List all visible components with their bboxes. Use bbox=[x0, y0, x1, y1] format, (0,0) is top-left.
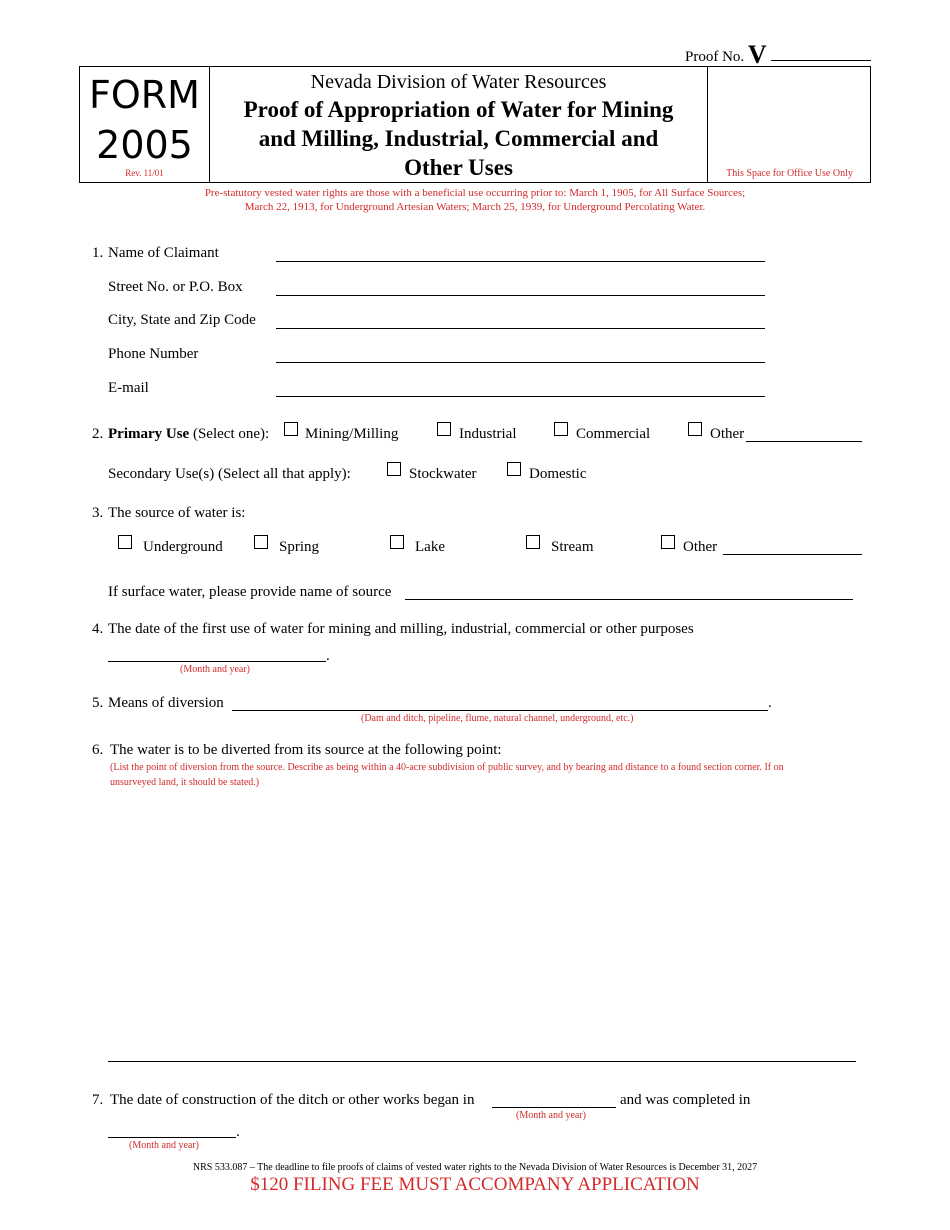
stream-checkbox[interactable] bbox=[526, 535, 540, 549]
first-use-question: The date of the first use of water for mining and milling, industrial, commercial or other purposes bbox=[108, 621, 694, 637]
q3-number: 3. bbox=[92, 505, 104, 521]
means-of-diversion-field[interactable] bbox=[232, 710, 768, 711]
city-state-zip-field[interactable] bbox=[276, 328, 765, 329]
other-source-label: Other bbox=[683, 539, 718, 555]
primary-use-label: Primary Use (Select one): bbox=[108, 426, 270, 442]
domestic-label: Domestic bbox=[529, 466, 587, 482]
underground-checkbox[interactable] bbox=[118, 535, 132, 549]
nrs-deadline-note: NRS 533.087 – The deadline to file proofs of claims of vested water rights to the Nevada Division of Water Resources is December 31, 2027 bbox=[192, 1162, 758, 1173]
industrial-label: Industrial bbox=[459, 426, 517, 442]
pre-statutory-notice: Pre-statutory vested water rights are those with a beneficial use occurring prior to: March 1, 1905, for All Surface Sources; March 22, 1913, for Underground Artesian Waters; March 25, 1939, for Underground Percolating Water. bbox=[204, 187, 746, 213]
proof-number: Proof No. V bbox=[685, 40, 767, 69]
proof-number-field[interactable] bbox=[771, 60, 871, 61]
form-title: Proof of Appropriation of Water for Mining and Milling, Industrial, Commercial and Other Uses bbox=[243, 97, 674, 180]
email-field[interactable] bbox=[276, 396, 765, 397]
other-use-label: Other bbox=[710, 426, 745, 442]
form-label: FORM bbox=[89, 73, 200, 117]
lake-checkbox[interactable] bbox=[390, 535, 404, 549]
form-revision: Rev. 11/01 bbox=[125, 168, 164, 178]
means-of-diversion-label: Means of diversion bbox=[108, 695, 224, 711]
means-of-diversion-hint: (Dam and ditch, pipeline, flume, natural channel, underground, etc.) bbox=[361, 713, 634, 724]
construction-completed-label: and was completed in bbox=[620, 1092, 751, 1108]
street-field[interactable] bbox=[276, 295, 765, 296]
claimant-name-field[interactable] bbox=[276, 261, 765, 262]
spring-label: Spring bbox=[279, 539, 320, 555]
construction-began-hint: (Month and year) bbox=[516, 1110, 586, 1121]
diversion-point-hint: (List the point of diversion from the source. Describe as being within a 40-acre subdivision of public survey, and by bearing and distance to a found section corner. If on unsurveyed land, it should be stated.) bbox=[110, 762, 784, 788]
claimant-name-label: Name of Claimant bbox=[108, 245, 219, 261]
stockwater-checkbox[interactable] bbox=[387, 462, 401, 476]
lake-label: Lake bbox=[415, 539, 445, 555]
mining-milling-checkbox[interactable] bbox=[284, 422, 298, 436]
other-source-checkbox[interactable] bbox=[661, 535, 675, 549]
first-use-hint: (Month and year) bbox=[180, 664, 250, 675]
q5-number: 5. bbox=[92, 695, 104, 711]
phone-field[interactable] bbox=[276, 362, 765, 363]
q6-number: 6. bbox=[92, 742, 104, 758]
construction-completed-field[interactable] bbox=[108, 1137, 236, 1138]
construction-completed-hint: (Month and year) bbox=[129, 1140, 199, 1151]
q4-number: 4. bbox=[92, 621, 104, 637]
header-divider-right bbox=[707, 66, 708, 183]
spring-checkbox[interactable] bbox=[254, 535, 268, 549]
means-of-diversion-period: . bbox=[768, 695, 772, 711]
other-source-field[interactable] bbox=[723, 554, 862, 555]
mining-milling-label: Mining/Milling bbox=[305, 426, 399, 442]
source-label: The source of water is: bbox=[108, 505, 246, 521]
agency-name: Nevada Division of Water Resources bbox=[310, 71, 607, 93]
form-number: 2005 bbox=[96, 123, 193, 167]
commercial-checkbox[interactable] bbox=[554, 422, 568, 436]
q1-number: 1. bbox=[92, 245, 104, 261]
city-state-zip-label: City, State and Zip Code bbox=[108, 312, 256, 328]
diversion-point-area[interactable] bbox=[108, 795, 856, 1057]
phone-label: Phone Number bbox=[108, 346, 199, 362]
surface-source-field[interactable] bbox=[405, 599, 853, 600]
q2-number: 2. bbox=[92, 426, 104, 442]
email-label: E-mail bbox=[108, 380, 149, 396]
diversion-point-field[interactable] bbox=[108, 1061, 856, 1062]
domestic-checkbox[interactable] bbox=[507, 462, 521, 476]
street-label: Street No. or P.O. Box bbox=[108, 279, 243, 295]
stockwater-label: Stockwater bbox=[409, 466, 477, 482]
construction-completed-period: . bbox=[236, 1124, 240, 1140]
commercial-label: Commercial bbox=[576, 426, 651, 442]
industrial-checkbox[interactable] bbox=[437, 422, 451, 436]
underground-label: Underground bbox=[143, 539, 223, 555]
construction-began-label: The date of construction of the ditch or other works began in bbox=[110, 1092, 475, 1108]
first-use-period: . bbox=[326, 648, 330, 664]
office-use-note: This Space for Office Use Only bbox=[726, 168, 853, 179]
surface-source-label: If surface water, please provide name of source bbox=[108, 584, 392, 600]
diversion-point-question: The water is to be diverted from its source at the following point: bbox=[110, 742, 502, 758]
first-use-date-field[interactable] bbox=[108, 661, 326, 662]
q7-number: 7. bbox=[92, 1092, 104, 1108]
secondary-use-label: Secondary Use(s) (Select all that apply): bbox=[108, 466, 351, 482]
other-use-checkbox[interactable] bbox=[688, 422, 702, 436]
other-use-field[interactable] bbox=[746, 441, 862, 442]
construction-began-field[interactable] bbox=[492, 1107, 616, 1108]
filing-fee-notice: $120 FILING FEE MUST ACCOMPANY APPLICATION bbox=[250, 1174, 700, 1195]
stream-label: Stream bbox=[551, 539, 594, 555]
